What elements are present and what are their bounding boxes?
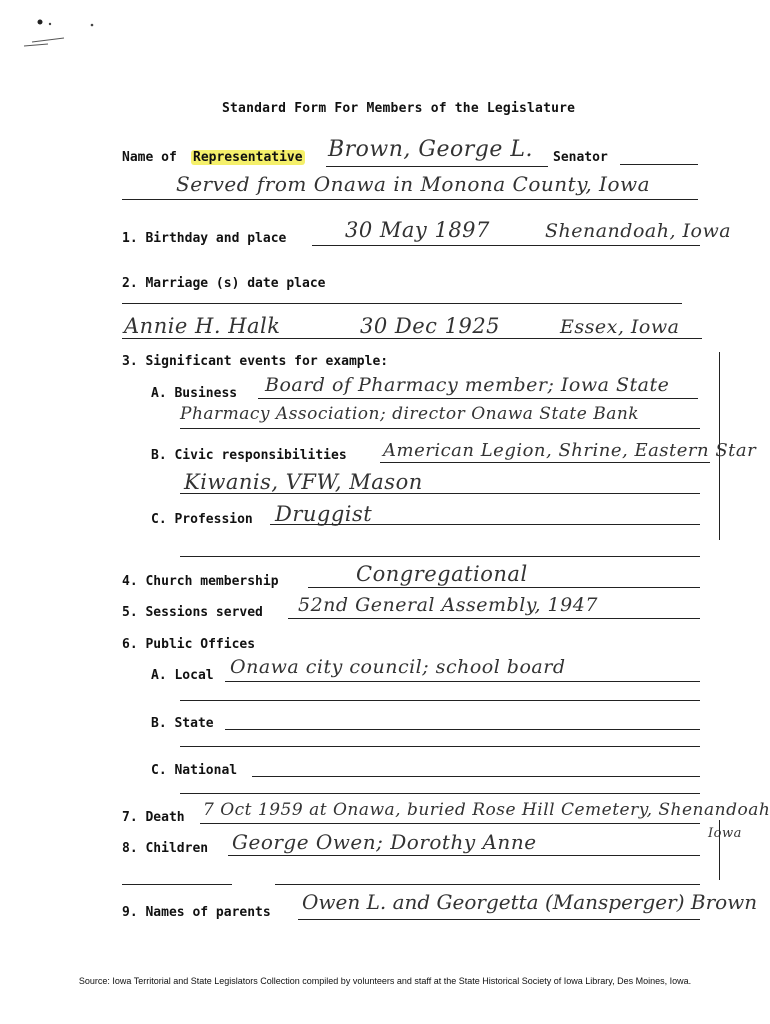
- national-line: [252, 776, 700, 777]
- profession-label: C. Profession: [151, 512, 253, 527]
- significant-events-label: 3. Significant events for example:: [122, 354, 389, 369]
- parents-label: 9. Names of parents: [122, 905, 271, 920]
- sessions-line: [288, 618, 700, 619]
- senator-label: Senator: [553, 150, 608, 165]
- children-line: [228, 855, 700, 856]
- served-line: [122, 199, 698, 200]
- marriage-line-1: [122, 303, 682, 304]
- business-text-2: Pharmacy Association; director Onawa State Bank: [180, 404, 640, 424]
- civic-text-2: Kiwanis, VFW, Mason: [184, 470, 423, 494]
- parents-text: Owen L. and Georgetta (Mansperger) Brown: [302, 890, 758, 914]
- state-line: [225, 729, 700, 730]
- church-label: 4. Church membership: [122, 574, 279, 589]
- death-text: 7 Oct 1959 at Onawa, buried Rose Hill Cemetery, Shenandoah: [203, 800, 770, 820]
- marriage-date: 30 Dec 1925: [360, 314, 501, 338]
- public-offices-label: 6. Public Offices: [122, 637, 256, 652]
- children-line-2a: [122, 884, 232, 885]
- margin-bracket-line-2: [719, 820, 720, 880]
- marriage-place: Essex, Iowa: [560, 316, 680, 338]
- birthday-place: Shenandoah, Iowa: [545, 220, 732, 242]
- spouse-name: Annie H. Halk: [124, 314, 281, 338]
- death-label: 7. Death: [122, 810, 185, 825]
- profession-line: [270, 524, 700, 525]
- church-line: [308, 587, 700, 588]
- church-text: Congregational: [356, 562, 528, 586]
- state-line-2: [180, 746, 700, 747]
- civic-line-1: [380, 462, 710, 463]
- parents-line: [298, 919, 700, 920]
- scan-speck-mark: [18, 14, 98, 54]
- birthday-label: 1. Birthday and place: [122, 231, 287, 246]
- national-line-2: [180, 793, 700, 794]
- marriage-line-2: [122, 338, 702, 339]
- source-caption: Source: Iowa Territorial and State Legislators Collection compiled by volunteers and staff at the State Historical Society of Iowa Library, Des Moines, Iowa.: [78, 976, 692, 986]
- member-name: Brown, George L.: [328, 137, 533, 162]
- sessions-label: 5. Sessions served: [122, 605, 263, 620]
- birthday-line: [312, 245, 700, 246]
- local-line: [225, 681, 700, 682]
- name-line: [326, 166, 548, 167]
- business-line-1: [258, 398, 698, 399]
- marriage-label: 2. Marriage (s) date place: [122, 276, 326, 291]
- state-label: B. State: [151, 716, 214, 731]
- profession-line-2: [180, 556, 700, 557]
- birthday-date: 30 May 1897: [345, 218, 490, 242]
- served-from-text: Served from Onawa in Monona County, Iowa: [176, 172, 651, 196]
- death-line: [200, 823, 700, 824]
- representative-label: Representative: [193, 150, 303, 165]
- business-line-2: [180, 428, 700, 429]
- civic-line-2: [180, 493, 700, 494]
- business-label: A. Business: [151, 386, 238, 401]
- children-line-2b: [275, 884, 700, 885]
- death-text-cont: Iowa: [708, 826, 742, 841]
- civic-text-1: American Legion, Shrine, Eastern Star: [383, 440, 757, 461]
- sessions-text: 52nd General Assembly, 1947: [298, 594, 598, 616]
- civic-label: B. Civic responsibilities: [151, 448, 347, 463]
- children-text: George Owen; Dorothy Anne: [232, 830, 537, 854]
- local-text: Onawa city council; school board: [230, 656, 566, 678]
- local-line-2: [180, 700, 700, 701]
- national-label: C. National: [151, 763, 238, 778]
- business-text-1: Board of Pharmacy member; Iowa State: [265, 374, 670, 396]
- senator-line: [620, 164, 698, 165]
- profession-text: Druggist: [275, 502, 373, 526]
- name-of-label: Name of: [122, 150, 177, 165]
- children-label: 8. Children: [122, 841, 209, 856]
- local-label: A. Local: [151, 668, 214, 683]
- form-title: Standard Form For Members of the Legislature: [222, 101, 576, 116]
